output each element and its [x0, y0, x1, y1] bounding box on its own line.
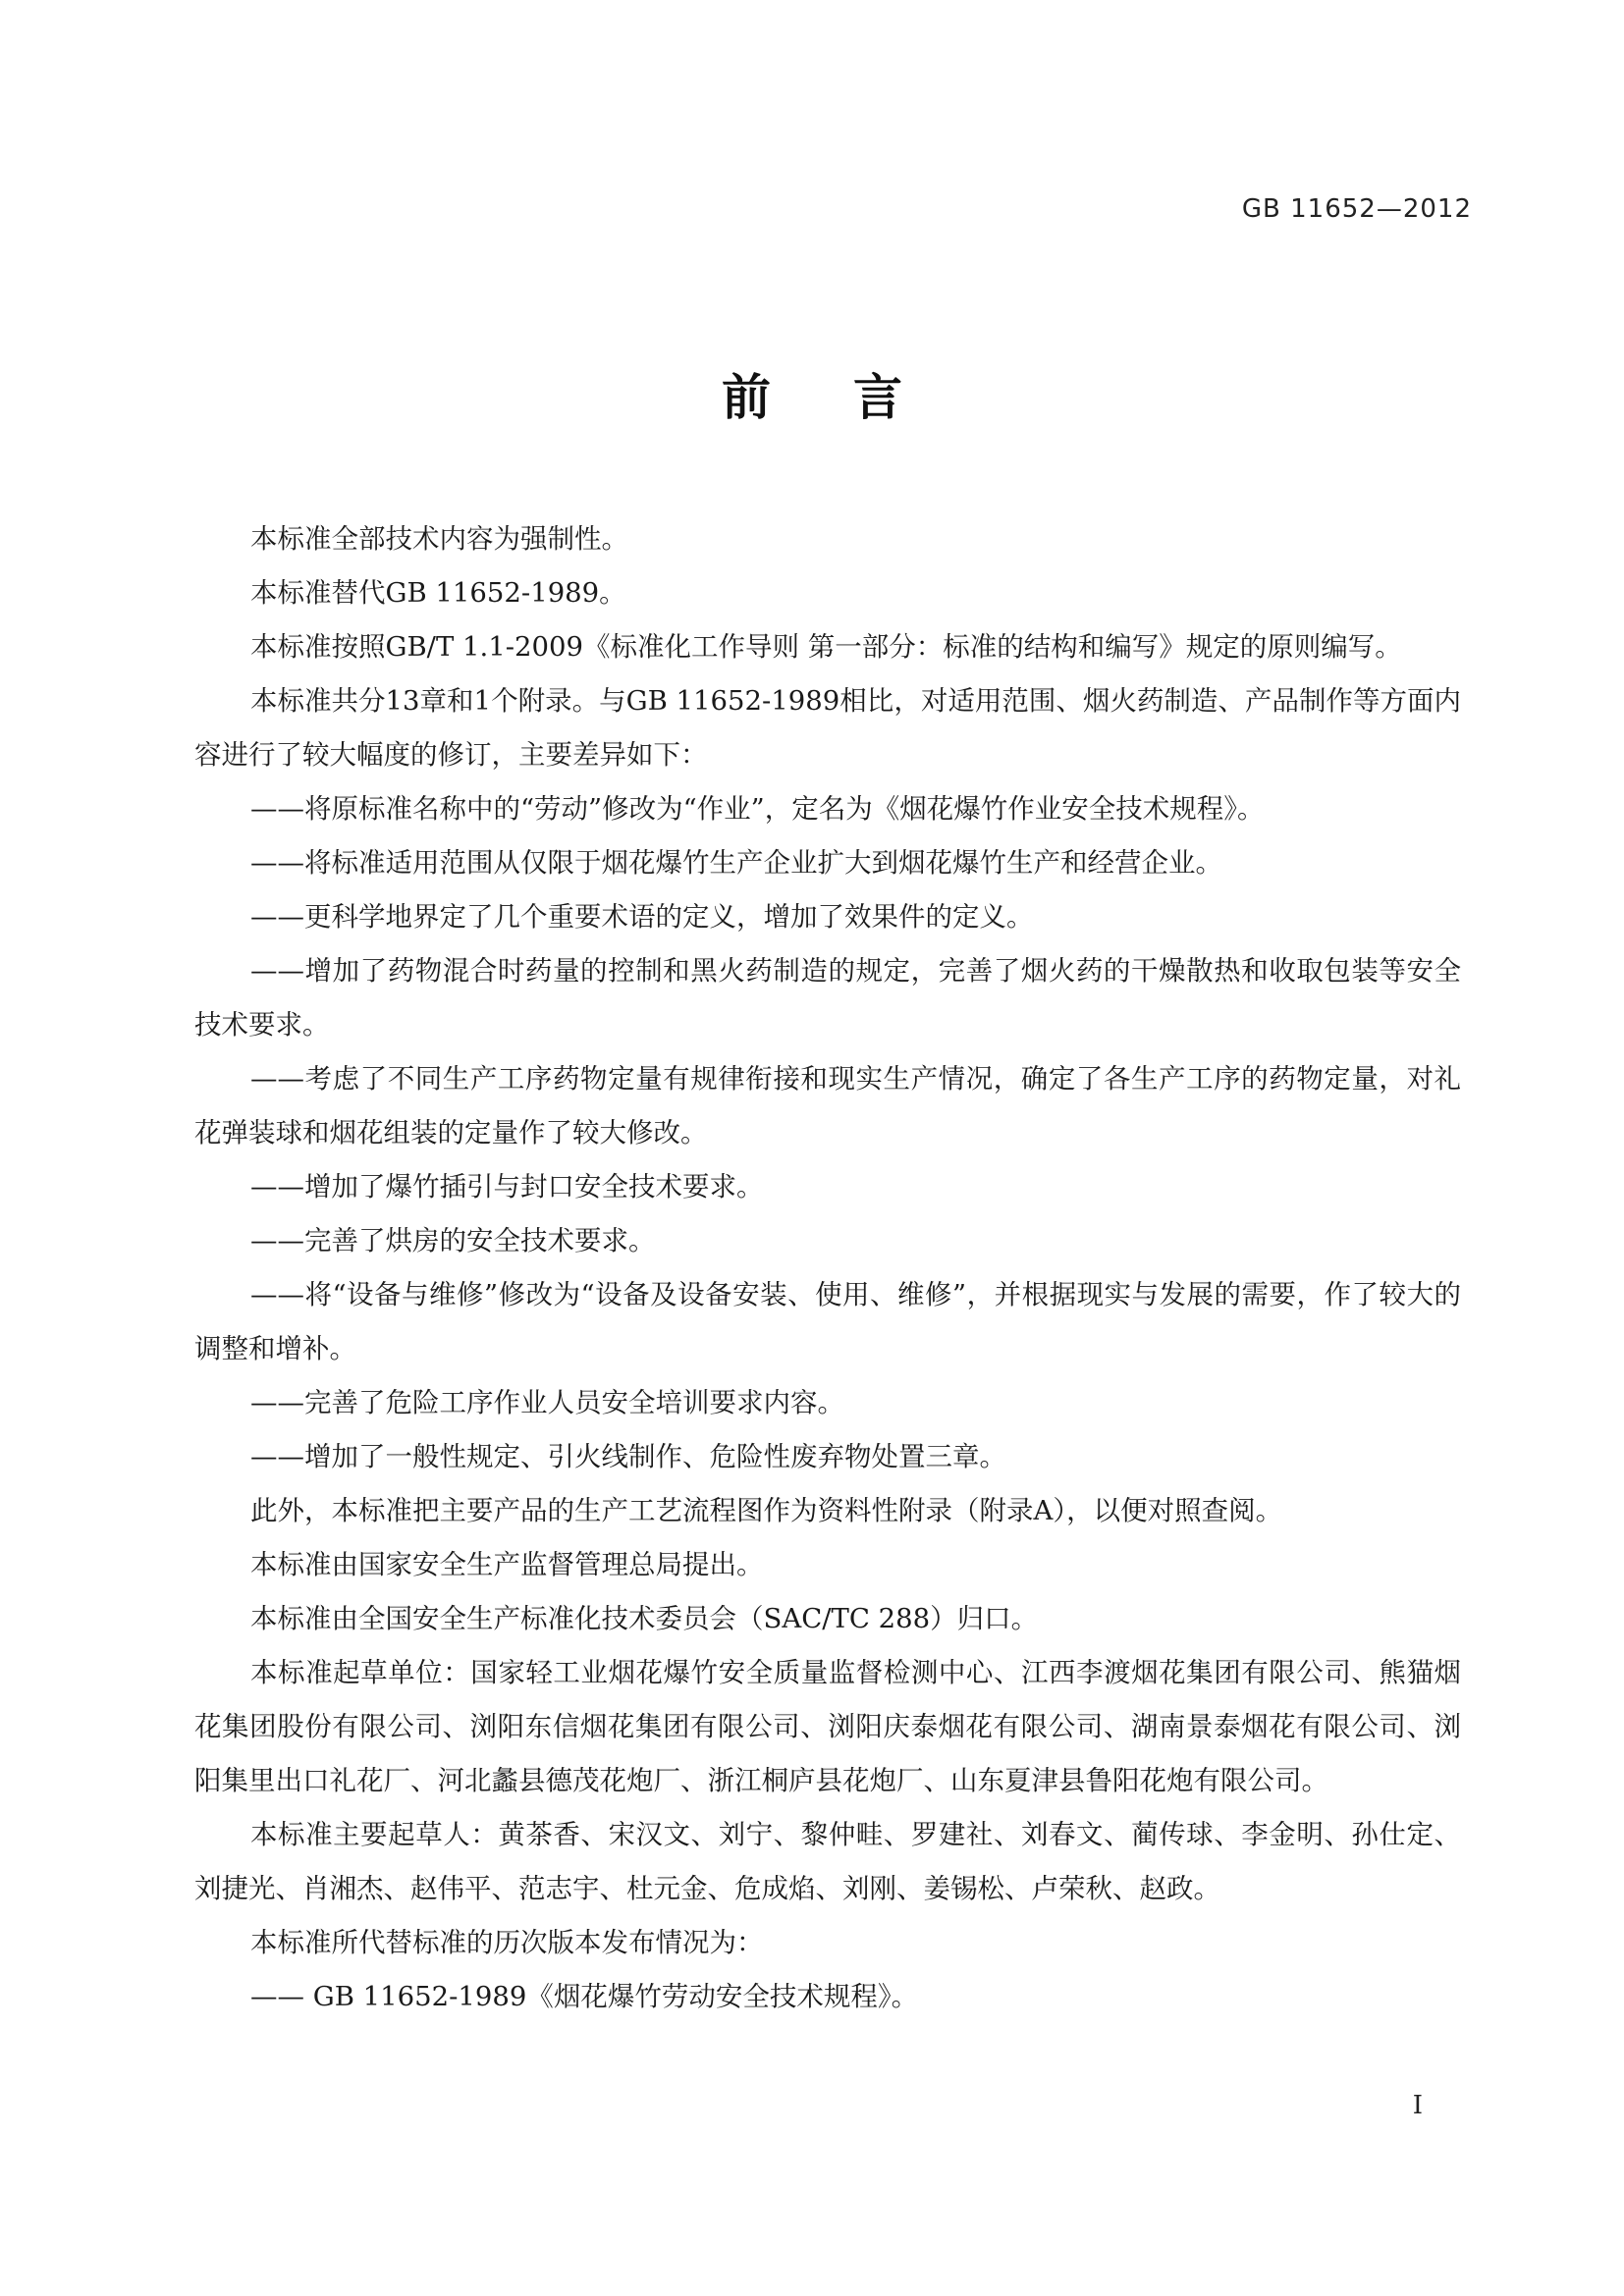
paragraph: 本标准按照GB/T 1.1-2009《标准化工作导则 第一部分：标准的结构和编写》规定的原则编写。: [250, 631, 1402, 663]
paragraph: ——完善了危险工序作业人员安全培训要求内容。: [250, 1387, 844, 1418]
paragraph: ——增加了爆竹插引与封口安全技术要求。: [250, 1171, 764, 1202]
paragraph: ——将原标准名称中的“劳动”修改为“作业”，定名为《烟花爆竹作业安全技术规程》。: [250, 793, 1265, 825]
paragraph: ——将“设备与维修”修改为“设备及设备安装、使用、维修”，并根据现实与发展的需要，作了较大的调整和增补。: [194, 1279, 1461, 1364]
paragraph: —— GB 11652-1989《烟花爆竹劳动安全技术规程》。: [250, 1981, 919, 2012]
paragraph: 此外，本标准把主要产品的生产工艺流程图作为资料性附录（附录A），以便对照查阅。: [250, 1495, 1283, 1526]
paragraph: 本标准替代GB 11652-1989。: [250, 577, 626, 609]
paragraph: ——考虑了不同生产工序药物定量有规律衔接和现实生产情况，确定了各生产工序的药物定量，对礼花弹装球和烟花组装的定量作了较大修改。: [194, 1063, 1461, 1148]
page-number: I: [1412, 2091, 1423, 2120]
paragraph: 本标准全部技术内容为强制性。: [250, 523, 628, 555]
paragraph: ——增加了一般性规定、引火线制作、危险性废弃物处置三章。: [250, 1441, 1006, 1472]
paragraph: 本标准主要起草人：黄茶香、宋汉文、刘宁、黎仲畦、罗建社、刘春文、蔺传球、李金明、孙仕定、刘捷光、肖湘杰、赵伟平、范志宇、杜元金、危成焰、刘刚、姜锡松、卢荣秋、赵政。: [194, 1819, 1461, 1904]
paragraph: 本标准由全国安全生产标准化技术委员会（SAC/TC 288）归口。: [250, 1603, 1039, 1634]
page-title: 前言: [722, 369, 985, 426]
paragraph: ——完善了烘房的安全技术要求。: [250, 1225, 656, 1256]
standard-code: GB 11652—2012: [1241, 194, 1472, 224]
paragraph: 本标准由国家安全生产监督管理总局提出。: [250, 1549, 764, 1580]
paragraph: 本标准起草单位：国家轻工业烟花爆竹安全质量监督检测中心、江西李渡烟花集团有限公司、熊猫烟花集团股份有限公司、浏阳东信烟花集团有限公司、浏阳庆泰烟花有限公司、湖南景泰烟花有限公司、浏阳集里出口礼花厂、河北蠡县德茂花炮厂、浙江桐庐县花炮厂、山东夏津县鲁阳花炮有限公司。: [194, 1657, 1461, 1796]
paragraph: ——增加了药物混合时药量的控制和黑火药制造的规定，完善了烟火药的干燥散热和收取包装等安全技术要求。: [194, 955, 1461, 1041]
document-body: [194, 512, 1461, 2024]
paragraph: 本标准所代替标准的历次版本发布情况为：: [250, 1927, 764, 1958]
paragraph: ——将标准适用范围从仅限于烟花爆竹生产企业扩大到烟花爆竹生产和经营企业。: [250, 847, 1222, 879]
paragraph: ——更科学地界定了几个重要术语的定义，增加了效果件的定义。: [250, 901, 1034, 933]
paragraph: 本标准共分13章和1个附录。与GB 11652-1989相比，对适用范围、烟火药制造、产品制作等方面内容进行了较大幅度的修订，主要差异如下：: [194, 685, 1461, 771]
